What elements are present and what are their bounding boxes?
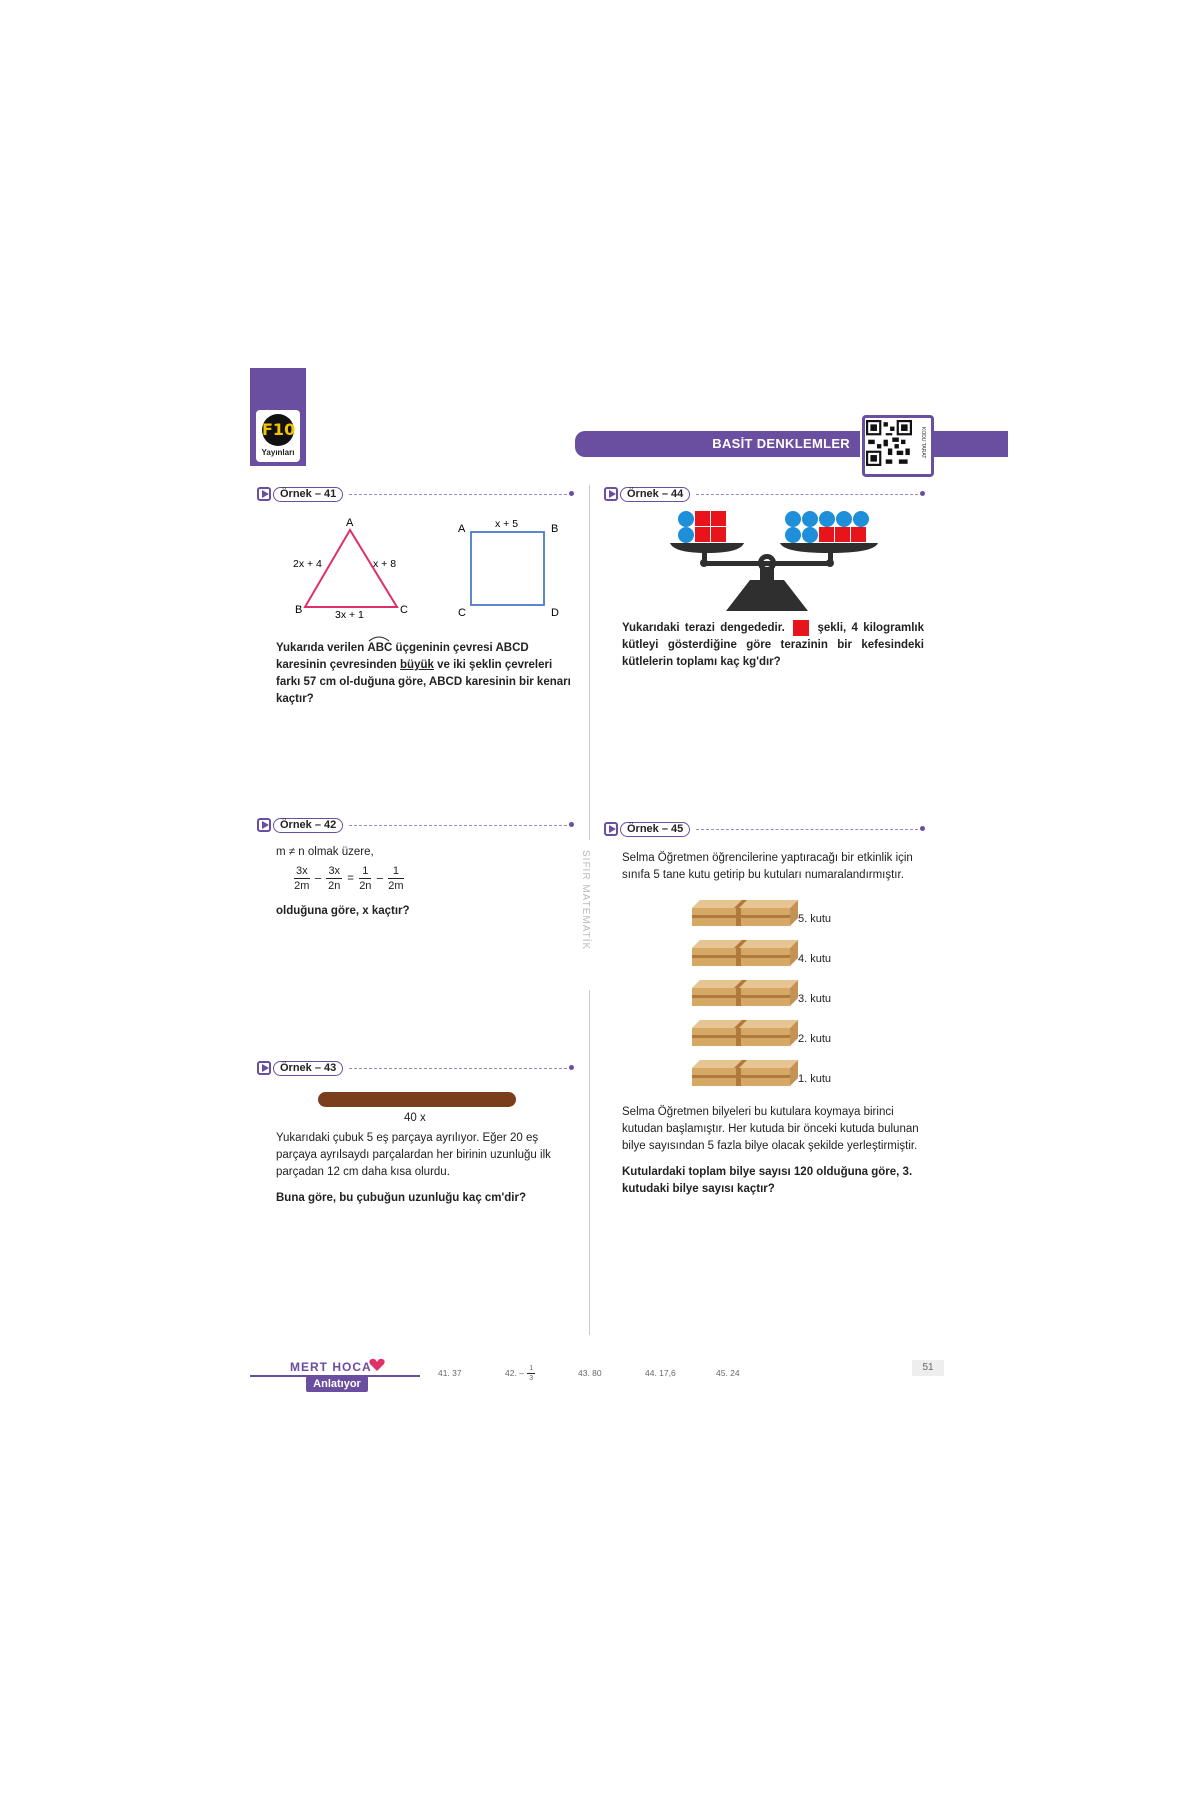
box-stack: [688, 898, 806, 1098]
triangle-side-ab: 2x + 4: [293, 558, 322, 570]
example-42-condition: m ≠ n olmak üzere,: [276, 846, 374, 858]
footer-brand: MERT HOCA: [290, 1360, 372, 1374]
topic-bar-end: [930, 431, 1008, 457]
play-icon: [604, 487, 618, 501]
topic-title: BASİT DENKLEMLER: [712, 436, 850, 451]
box-4: [692, 940, 798, 966]
fraction-1: $\frac{3x}{2m}$: [294, 865, 310, 892]
example-41-header: [257, 487, 575, 501]
example-42-equation: $\frac{3x}{2m}$ – $\frac{3x}{2n}$ = $\frac{1}{2n}$ – $\frac{1}{2m}$: [294, 865, 404, 892]
right-pan-items: [785, 511, 869, 543]
answer-42: 42. – $\frac{1}{3}$: [505, 1365, 534, 1382]
square-figure: [455, 515, 570, 620]
qr-code-icon[interactable]: [866, 420, 912, 466]
box-label-3: 3. kutu: [798, 993, 832, 1005]
box-label-5: 5. kutu: [798, 913, 832, 925]
example-43-header: [257, 1061, 575, 1075]
example-42-question: olduğuna göre, x kaçtır?: [276, 905, 410, 917]
column-divider-top: [589, 485, 590, 840]
abc-arc: ABC: [367, 640, 392, 657]
example-45-text: Selma Öğretmen bilyeleri bu kutulara koymaya birinci kutudan başlamıştır. Her kutuda bir önceki kutuda bulunan bilye sayısından 5 fazla bilye olacak şekilde yerleştirmiştir.: [622, 1106, 919, 1152]
example-45-question: Kutulardaki toplam bilye sayısı 120 olduğuna göre, 3. kutudaki bilye sayısı kaçtır?: [622, 1166, 913, 1195]
column-divider-bottom: [589, 990, 590, 1335]
example-43-text: Yukarıdaki çubuk 5 eş parçaya ayrılıyor. Eğer 20 eş parçaya ayrılsaydı parçalardan her birinin uzunluğu ilk parçadan 12 cm daha kısa olurdu.: [276, 1132, 551, 1178]
play-icon: [257, 1061, 271, 1075]
answer-43: 43. 80: [578, 1368, 602, 1378]
answer-45: 45. 24: [716, 1368, 740, 1378]
example-41-text: Yukarıda verilen ABC üçgeninin çevresi ABCD karesinin çevresinden büyük ve iki şeklin çevreleri farkı 57 cm ol-duğuna göre, ABCD karesinin bir kenarı kaçtır?: [276, 640, 576, 708]
example-42-label: Örnek – 42: [273, 818, 343, 833]
box-3: [692, 980, 798, 1006]
answer-44: 44. 17,6: [645, 1368, 676, 1378]
publisher-sub: Yayınları: [261, 448, 295, 457]
example-43-label: Örnek – 43: [273, 1061, 343, 1076]
red-block-icon: [793, 620, 809, 636]
box-2: [692, 1020, 798, 1046]
example-45-header: [604, 822, 926, 836]
play-icon: [257, 487, 271, 501]
qr-label: KODU TARAT: [920, 427, 926, 459]
play-icon: [604, 822, 618, 836]
answer-41: 41. 37: [438, 1368, 462, 1378]
triangle-vertex-b: B: [295, 604, 303, 616]
heart-icon: [368, 1358, 386, 1372]
square-abcd: [471, 532, 544, 605]
example-44-text: Yukarıdaki terazi dengededir. şekli, 4 kilogramlık kütleyi gösterdiğine göre terazinin bir kefesindeki kütlelerin toplamı kaç kg'dır?: [622, 620, 924, 671]
publisher-logo: F10: [262, 414, 294, 446]
fraction-4: $\frac{1}{2m}$: [388, 865, 404, 892]
example-45-label: Örnek – 45: [620, 822, 690, 837]
box-label-1: 1. kutu: [798, 1073, 832, 1085]
example-44-header: [604, 487, 926, 501]
page-number: 51: [912, 1360, 944, 1376]
triangle-figure: [285, 515, 430, 620]
triangle-side-bc: 3x + 1: [335, 609, 364, 620]
stick-length: 40 x: [404, 1112, 426, 1124]
example-44-label: Örnek – 44: [620, 487, 690, 502]
triangle-side-ac: x + 8: [373, 558, 397, 570]
square-vertex-d: D: [551, 607, 559, 619]
square-vertex-a: A: [458, 523, 466, 535]
example-42-header: [257, 818, 575, 832]
triangle-vertex-a: A: [346, 517, 354, 529]
triangle-vertex-c: C: [400, 604, 408, 616]
example-41-label: Örnek – 41: [273, 487, 343, 502]
square-vertex-c: C: [458, 607, 466, 619]
example-45-intro: Selma Öğretmen öğrencilerine yaptıracağı bir etkinlik için sınıfa 5 tane kutu getirip bu kutuları numaralandırmıştır.: [622, 852, 913, 881]
example-43-question: Buna göre, bu çubuğun uzunluğu kaç cm'dir?: [276, 1192, 526, 1204]
box-1: [692, 1060, 798, 1086]
box-5: [692, 900, 798, 926]
fraction-2: $\frac{3x}{2n}$: [328, 865, 341, 892]
left-pan-items: [678, 511, 726, 543]
stick: [318, 1092, 516, 1107]
side-brand: SIFIR MATEMATİK: [580, 850, 591, 951]
balance-scale: [668, 505, 918, 617]
box-label-2: 2. kutu: [798, 1033, 832, 1045]
box-label-4: 4. kutu: [798, 953, 832, 965]
square-top-side: x + 5: [495, 518, 519, 530]
play-icon: [257, 818, 271, 832]
footer-brand-sub: Anlatıyor: [306, 1376, 368, 1392]
fraction-3: $\frac{1}{2n}$: [359, 865, 372, 892]
square-vertex-b: B: [551, 523, 559, 535]
